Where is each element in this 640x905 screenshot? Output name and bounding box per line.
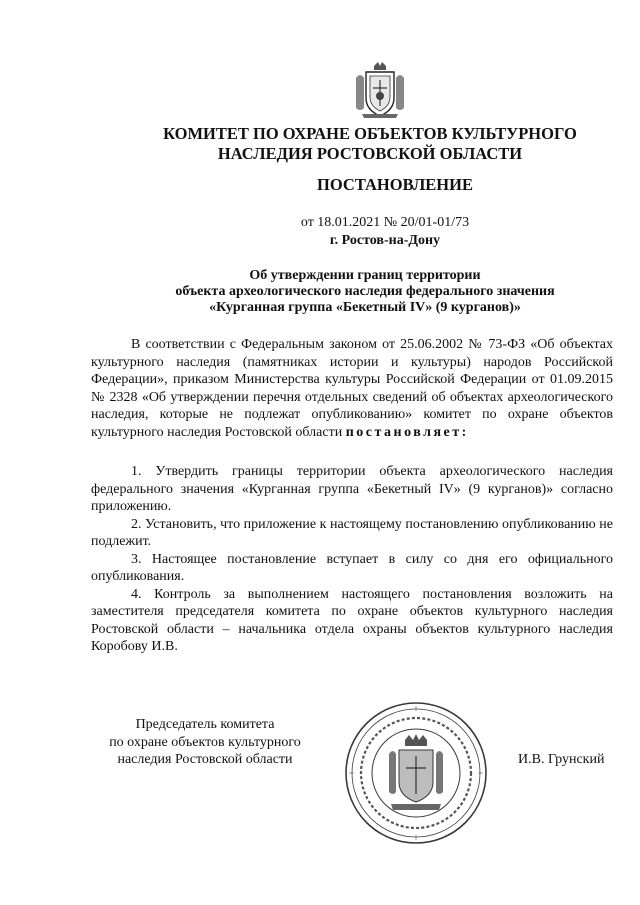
resolution-item-1: 1. Утвердить границы территории объекта археологического наследия федерального значения «Курганная группа «Бекетный IV» (9 курганов)» согласно приложению. [91,464,613,514]
resolution-items [91,463,613,656]
preamble-paragraph [91,336,613,441]
doc-subject [140,268,590,316]
doc-type: ПОСТАНОВЛЕНИЕ [317,175,473,194]
org-name-line1: КОМИТЕТ ПО ОХРАНЕ ОБЪЕКТОВ КУЛЬТУРНОГО [163,124,577,143]
coat-of-arms-icon [352,58,408,122]
signatory-title-line3: наследия Ростовской области [117,752,293,767]
subject-line1: Об утверждении границ территории [249,268,481,283]
resolution-item-3: 3. Настоящее постановление вступает в силу со дня его официального опубликования. [91,551,613,584]
subject-line2: объекта археологического наследия федерального значения [175,284,555,299]
city: г. Ростов-на-Дону [329,233,441,248]
subject-line3: «Курганная группа «Бекетный IV» (9 курганов)» [209,300,521,315]
preamble-text: В соответствии с Федеральным законом от 25.06.2002 № 73-ФЗ «Об объектах культурного наследия (памятниках истории и культуры) народов Российской Федерации», приказом Министерства культуры Российской Федерации от 01.09.2015 № 2328 «Об утверждении перечня отдельных сведений об объектах археологического наследия, которые не подлежат опубликованию» комитет по охране объектов культурного наследия Ростовской области [91,337,613,440]
resolution-item-4: 4. Контроль за выполнением настоящего постановления возложить на заместителя председателя комитета по охране объектов культурного наследия Ростовской области – начальника отдела охраны объектов культурного наследия Коробову И.В. [91,586,613,654]
org-name [0,124,640,164]
resolves-word: постановляет: [345,424,469,440]
signatory-title-line1: Председатель комитета [135,717,275,732]
official-seal-icon [343,700,489,846]
date-number: от 18.01.2021 № 20/01-01/73 [300,215,470,230]
doc-meta [220,214,550,250]
signatory-title-line2: по охране объектов культурного [109,734,301,750]
org-name-line2: НАСЛЕДИЯ РОСТОВСКОЙ ОБЛАСТИ [217,144,523,163]
resolution-item-2: 2. Установить, что приложение к настоящему постановлению опубликованию не подлежит. [91,516,613,549]
signatory-title [90,716,320,769]
signatory-name: И.В. Грунский [518,752,605,767]
preamble [91,336,613,441]
